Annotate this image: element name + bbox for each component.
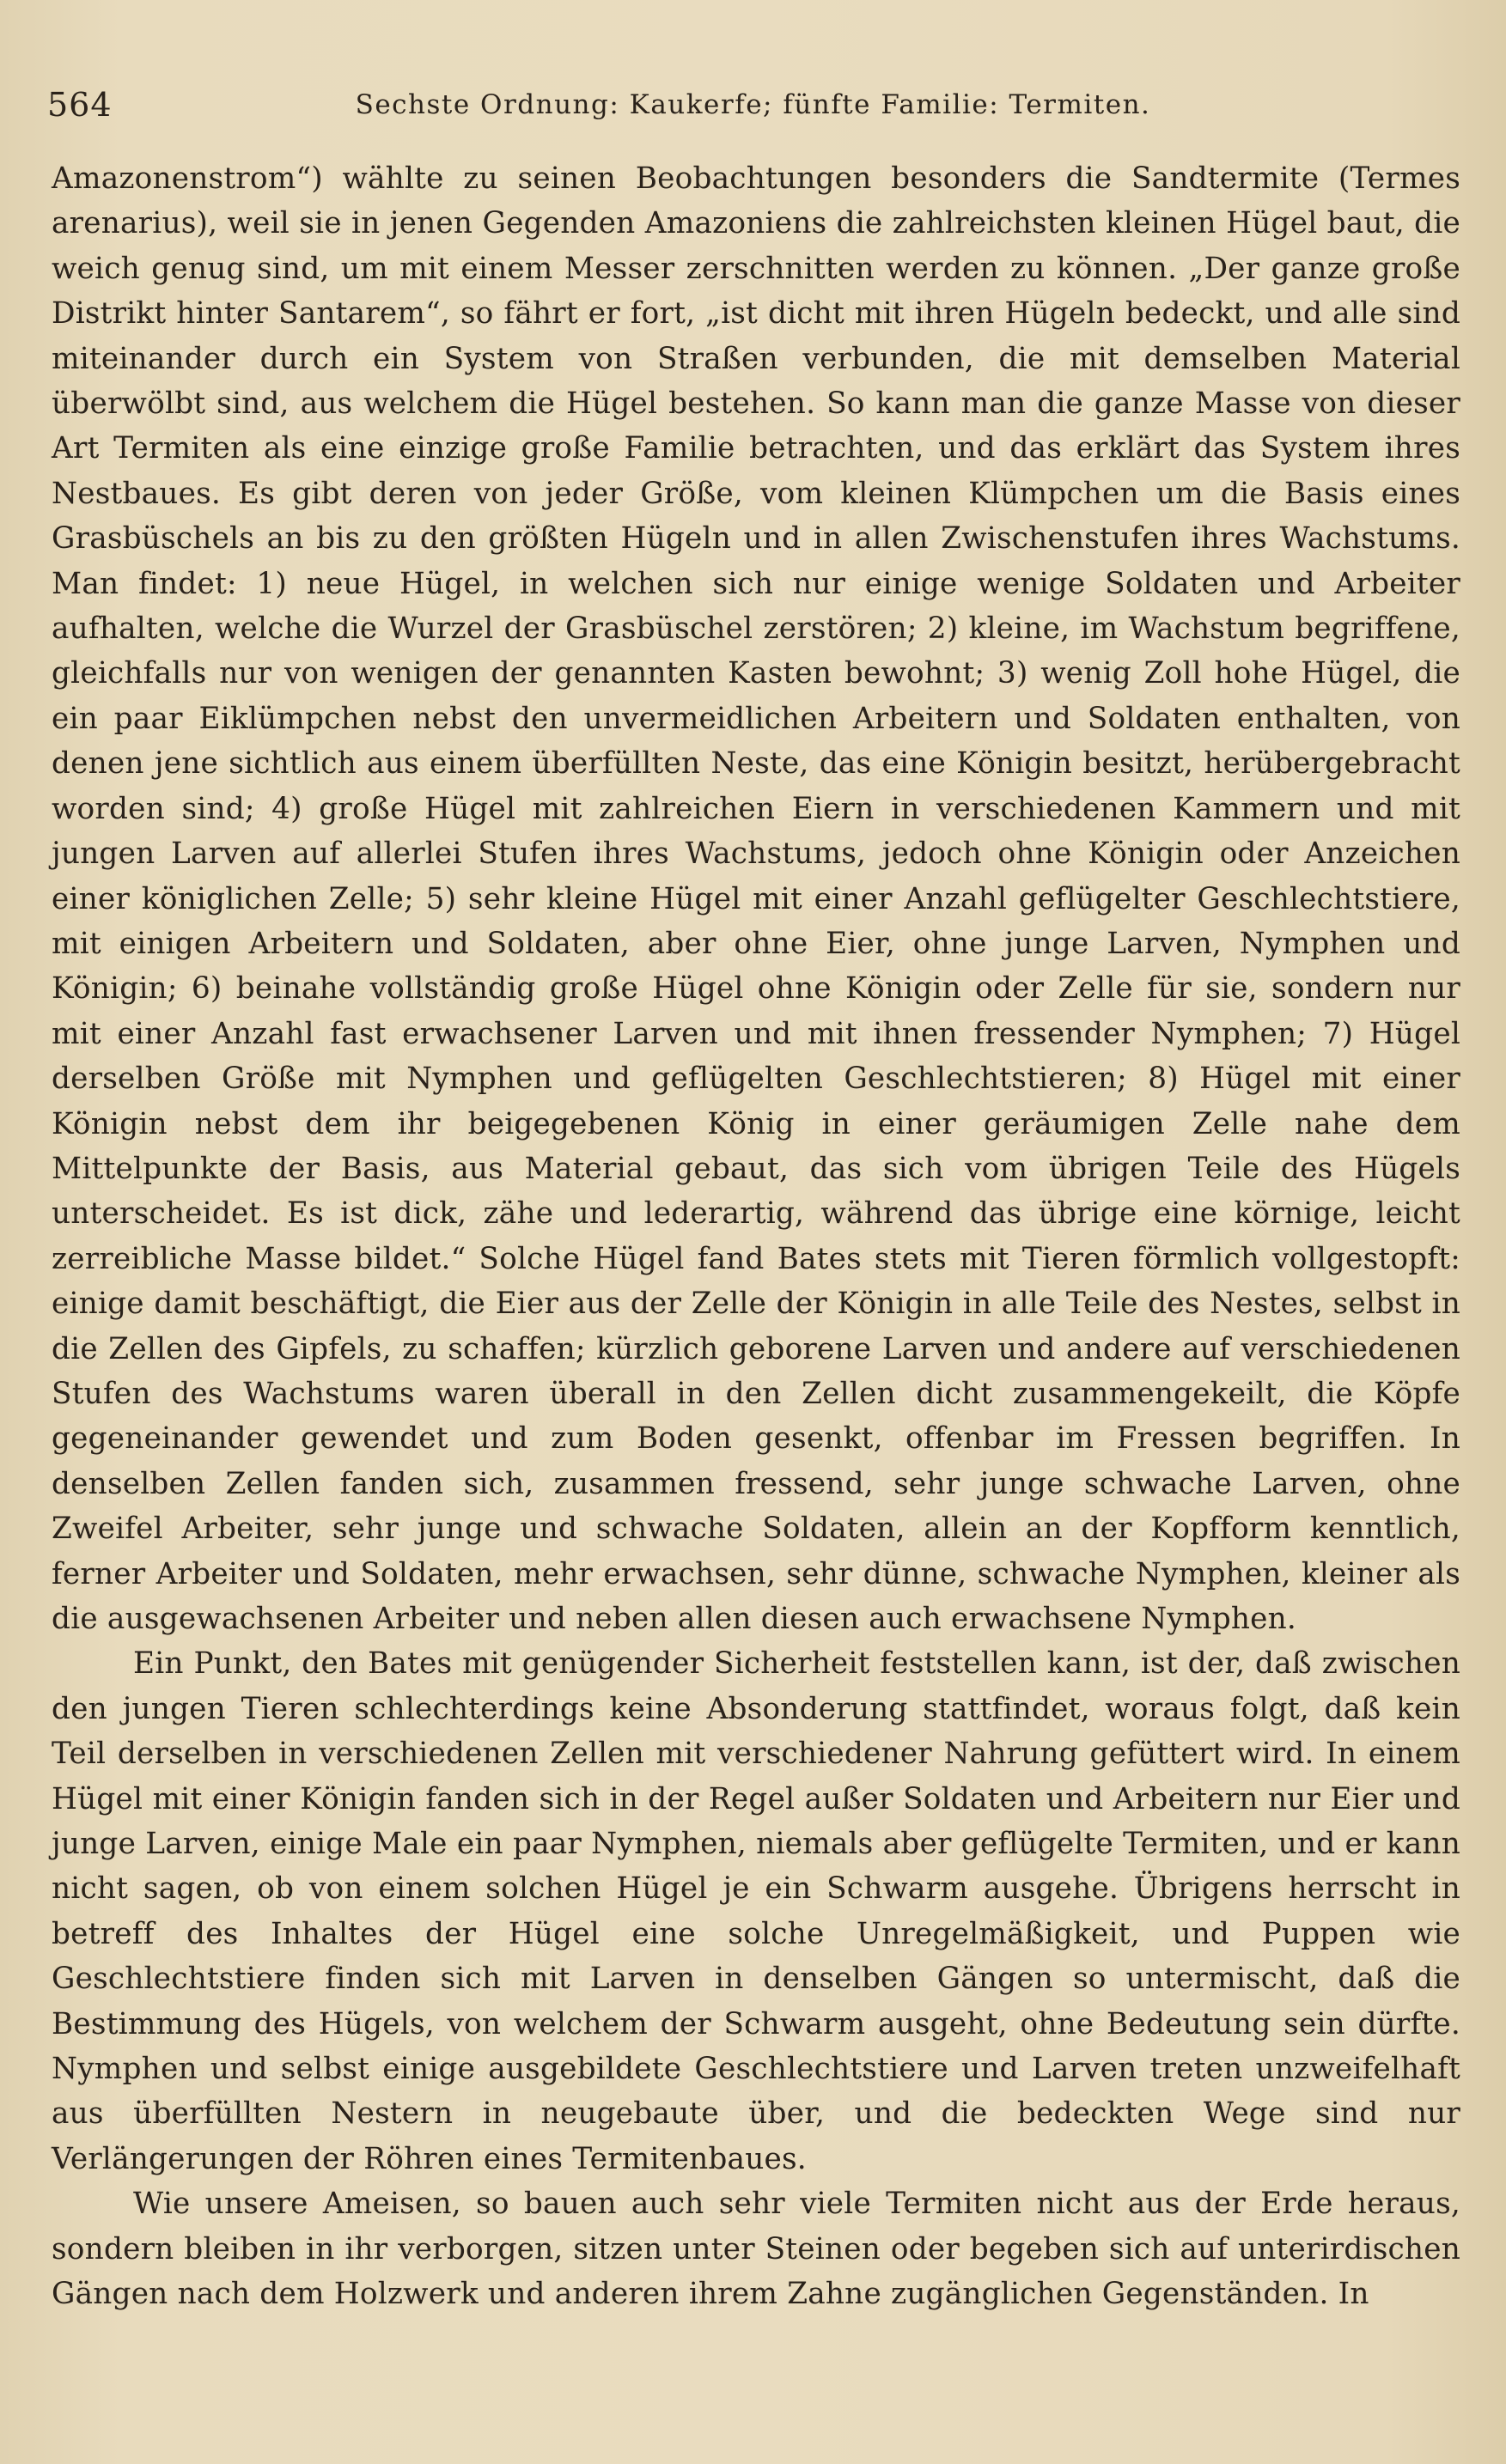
page-header (47, 86, 1459, 129)
body-text (52, 156, 1460, 2317)
paragraph-3: Wie unsere Ameisen, so bauen auch sehr viele Termiten nicht aus der Erde heraus, sondern bleiben in ihr verborgen, sitzen unter Steinen oder begeben sich auf unterirdischen Gängen nach dem Holzwerk und anderen ihrem Zahne zugänglichen Gegenständen. In (52, 2187, 1460, 2312)
paragraph-2: Ein Punkt, den Bates mit genügender Sicherheit feststellen kann, ist der, daß zwischen den jungen Tieren schlechterdings keine Absonderung stattfindet, woraus folgt, daß kein Teil derselben in verschiedenen Zellen mit verschiedener Nahrung gefüttert wird. In einem Hügel mit einer Königin fanden sich in der Regel außer Soldaten und Arbeitern nur Eier und junge Larven, einige Male ein paar Nymphen, niemals aber geflügelte Termiten, und er kann nicht sagen, ob von einem solchen Hügel je ein Schwarm ausgehe. Übrigens herrscht in betreff des Inhaltes der Hügel eine solche Unregelmäßigkeit, und Puppen wie Geschlechtstiere finden sich mit Larven in denselben Gängen so untermischt, daß die Bestimmung des Hügels, von welchem der Schwarm ausgeht, ohne Bedeutung sein dürfte. Nymphen und selbst einige ausgebildete Geschlechtstiere und Larven treten unzweifelhaft aus überfüllten Nestern in neugebaute über, und die bedeckten Wege sind nur Verlängerungen der Röhren eines Termitenbaues. (52, 1646, 1460, 2176)
paragraph-1: Amazonenstrom“) wählte zu seinen Beobachtungen besonders die Sandtermite (Termes arenarius), weil sie in jenen Gegenden Amazoniens die zahlreichsten kleinen Hügel baut, die weich genug sind, um mit einem Messer zerschnitten werden zu können. „Der ganze große Distrikt hinter Santarem“, so fährt er fort, „ist dicht mit ihren Hügeln bedeckt, und alle sind miteinander durch ein System von Straßen verbunden, die mit demselben Material überwölbt sind, aus welchem die Hügel bestehen. So kann man die ganze Masse von dieser Art Termiten als eine einzige große Familie betrachten, und das erklärt das System ihres Nestbaues. Es gibt deren von jeder Größe, vom kleinen Klümpchen um die Basis eines Grasbüschels an bis zu den größten Hügeln und in allen Zwischenstufen ihres Wachstums. Man findet: 1) neue Hügel, in welchen sich nur einige wenige Soldaten und Arbeiter aufhalten, welche die Wurzel der Grasbüschel zerstören; 2) kleine, im Wachstum begriffene, gleichfalls nur von wenigen der genannten Kasten bewohnt; 3) wenig Zoll hohe Hügel, die ein paar Eiklümpchen nebst den unvermeidlichen Arbeitern und Soldaten enthalten, von denen jene sichtlich aus einem überfüllten Neste, das eine Königin besitzt, herübergebracht worden sind; 4) große Hügel mit zahlreichen Eiern in verschiedenen Kammern und mit jungen Larven auf allerlei Stufen ihres Wachstums, jedoch ohne Königin oder Anzeichen einer königlichen Zelle; 5) sehr kleine Hügel mit einer Anzahl geflügelter Geschlechtstiere, mit einigen Arbeitern und Soldaten, aber ohne Eier, ohne junge Larven, Nymphen und Königin; 6) beinahe vollständig große Hügel ohne Königin oder Zelle für sie, sondern nur mit einer Anzahl fast erwachsener Larven und mit ihnen fressender Nymphen; 7) Hügel derselben Größe mit Nymphen und geflügelten Geschlechtstieren; 8) Hügel mit einer Königin nebst dem ihr beigegebenen König in einer geräumigen Zelle nahe dem Mittelpunkte der Basis, aus Material gebaut, das sich vom übrigen Teile des Hügels unterscheidet. Es ist dick, zähe und lederartig, während das übrige eine körnige, leicht zerreibliche Masse bildet.“ Solche Hügel fand Bates stets mit Tieren förmlich vollgestopft: einige damit beschäftigt, die Eier aus der Zelle der Königin in alle Teile des Nestes, selbst in die Zellen des Gipfels, zu schaffen; kürzlich geborene Larven und andere auf verschiedenen Stufen des Wachstums waren überall in den Zellen dicht zusammengekeilt, die Köpfe gegeneinander gewendet und zum Boden gesenkt, offenbar im Fressen begriffen. In denselben Zellen fanden sich, zusammen fressend, sehr junge schwache Larven, ohne Zweifel Arbeiter, sehr junge und schwache Soldaten, allein an der Kopfform kenntlich, ferner Arbeiter und Soldaten, mehr erwachsen, sehr dünne, schwache Nymphen, kleiner als die ausgewachsenen Arbeiter und neben allen diesen auch erwachsene Nymphen. (52, 161, 1460, 1636)
page-number: 564 (47, 86, 113, 124)
running-title: Sechste Ordnung: Kaukerfe; fünfte Familie: Termiten. (355, 89, 1151, 120)
